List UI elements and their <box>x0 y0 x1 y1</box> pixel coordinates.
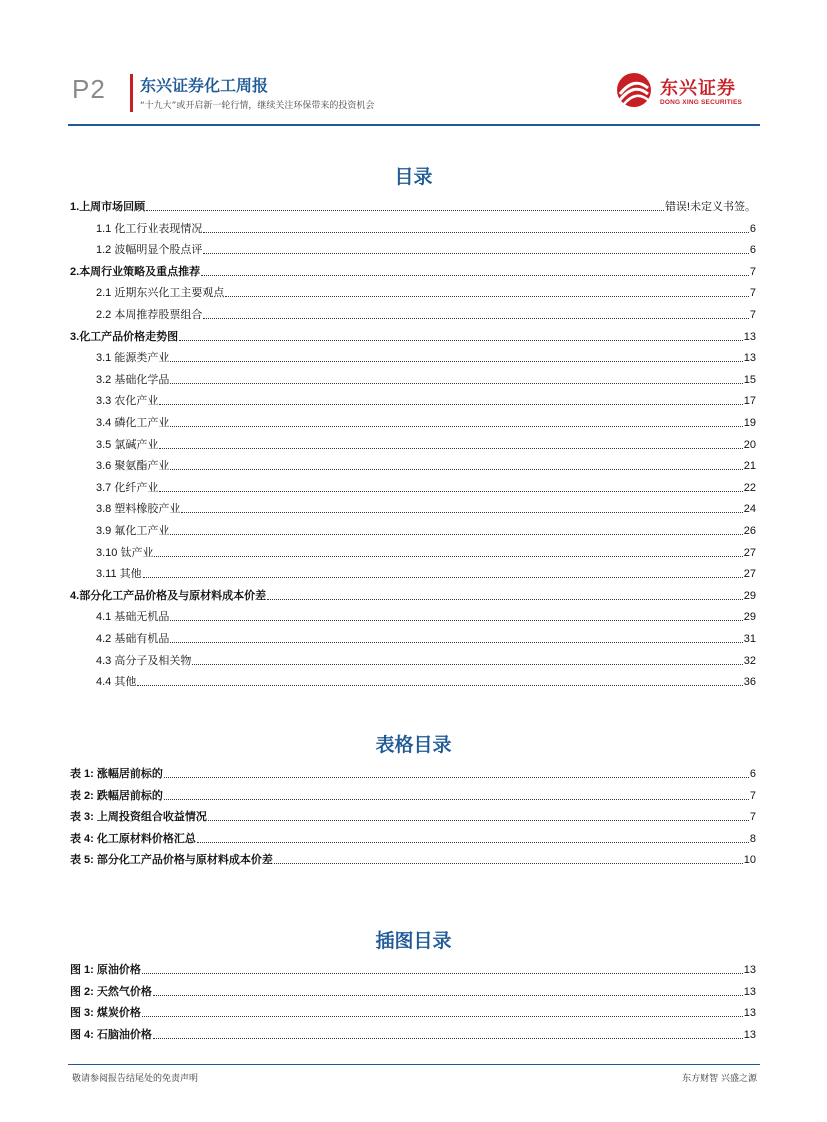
table-toc-entry-label <box>70 832 196 846</box>
toc-entry-text: 基础有机品 <box>114 632 170 645</box>
toc-entry-number: 3.5 <box>96 438 115 451</box>
toc-entry[interactable] <box>70 241 756 257</box>
toc-entry-page: 13 <box>743 330 756 343</box>
table-toc-entry-text: 涨幅居前标的 <box>96 767 163 780</box>
toc-entry-page: 29 <box>743 611 756 624</box>
toc-entry-text: 磷化工产业 <box>114 416 170 429</box>
figure-toc-entry-label <box>70 985 152 999</box>
toc-entry-label <box>96 243 202 257</box>
toc-entry-text: 部分化工产品价格及与原材料成本价差 <box>79 588 267 602</box>
toc-entry-number: 3.3 <box>96 395 115 408</box>
toc-entry-number: 4. <box>70 589 80 602</box>
dot-leader <box>170 468 742 470</box>
figure-toc-entry-number: 图 1: <box>70 964 97 976</box>
toc-entry-text: 钛产业 <box>120 545 154 559</box>
table-toc-entry-text: 上周投资组合收益情况 <box>96 810 207 824</box>
toc-entry-text: 化纤产业 <box>114 480 159 494</box>
table-toc-entry-number: 表 4: <box>70 832 97 845</box>
toc-entry-page: 31 <box>743 633 756 645</box>
toc-entry[interactable] <box>70 371 756 387</box>
toc-entry-page: 32 <box>743 654 756 667</box>
toc-entry-label <box>96 546 153 560</box>
table-toc-entry-number: 表 2: <box>70 789 97 802</box>
table-toc-entry-number: 表 1: <box>70 768 97 780</box>
figure-toc-entry-text: 天然气价格 <box>96 984 152 998</box>
dot-leader <box>170 382 742 384</box>
figure-toc-entry[interactable] <box>70 983 756 999</box>
figure-toc-entry-number: 图 3: <box>70 1007 97 1020</box>
table-toc-entry-page: 10 <box>743 854 756 867</box>
dot-leader <box>203 231 749 233</box>
toc-entry-page: 22 <box>743 481 756 494</box>
toc-entry-text: 基础无机品 <box>114 610 170 624</box>
toc-entry-number: 3.4 <box>96 417 115 429</box>
toc-entry[interactable] <box>70 220 756 236</box>
toc-entry-text: 高分子及相关物 <box>114 653 192 667</box>
footer-disclaimer: 敬请参阅报告结尾处的免责声明 <box>72 1074 199 1084</box>
figure-toc-entry-page: 13 <box>743 1007 756 1020</box>
toc-entry-number: 3.6 <box>96 460 115 473</box>
dot-leader <box>170 360 742 362</box>
toc-entry[interactable] <box>70 263 756 279</box>
toc-entry-page: 15 <box>743 373 756 386</box>
toc-entry-page: 6 <box>749 222 756 235</box>
toc-entry[interactable] <box>70 522 756 538</box>
toc-entry-text: 塑料橡胶产业 <box>114 502 181 516</box>
table-toc-entry[interactable] <box>70 787 756 803</box>
dot-leader <box>192 663 742 665</box>
toc-entry-label <box>70 265 200 279</box>
toc-entry[interactable] <box>70 284 756 300</box>
toc-title: 目录 <box>394 166 433 188</box>
toc-entry-label <box>96 286 224 300</box>
toc-entry-text: 农化产业 <box>114 394 159 408</box>
figure-toc-entry[interactable] <box>70 1004 756 1020</box>
toc-entry-label <box>96 524 169 538</box>
table-toc-entry-page: 7 <box>749 789 756 802</box>
toc-entry[interactable] <box>70 587 756 603</box>
toc-entry-number: 1.1 <box>96 222 115 235</box>
table-toc-entry-label <box>70 810 207 824</box>
dot-leader <box>170 425 742 427</box>
table-toc-entry-page: 8 <box>749 832 756 845</box>
toc-entry-text: 其他 <box>114 675 137 689</box>
report-subtitle: “十九大”或开启新一轮行情，继续关注环保带来的投资机会 <box>140 101 375 111</box>
toc-entry-page: 27 <box>743 546 756 559</box>
table-toc-entry-page: 7 <box>749 811 756 824</box>
toc-entry-label <box>96 610 169 624</box>
toc-entry[interactable] <box>70 349 756 365</box>
dot-leader <box>164 776 749 778</box>
table-toc-entry[interactable] <box>70 808 756 824</box>
toc-entry-text: 氯碱产业 <box>114 437 159 451</box>
toc-entry-text: 化工行业表现情况 <box>114 221 203 235</box>
report-title: 东兴证券化工周报 <box>140 76 269 95</box>
figure-toc-entry-page: 13 <box>743 1028 756 1041</box>
toc-entry-label <box>96 632 169 646</box>
dot-leader <box>142 972 743 974</box>
dot-leader <box>203 252 749 254</box>
toc-entry-label <box>70 330 178 344</box>
toc-entry-text: 其他 <box>119 567 142 581</box>
dot-leader <box>154 555 742 557</box>
toc-entry[interactable] <box>70 500 756 516</box>
table-toc-entry[interactable] <box>70 851 756 867</box>
toc-entry-page: 27 <box>743 568 756 581</box>
dot-leader <box>201 274 749 276</box>
header-rule <box>68 124 760 126</box>
toc-entry-label <box>96 222 202 236</box>
table-toc-entry-label <box>70 789 163 803</box>
toc-entry[interactable] <box>70 414 756 430</box>
page-number: P2 <box>72 74 106 104</box>
toc-entry-page: 错误!未定义书签。 <box>664 201 756 213</box>
toc-entry-number: 3.10 <box>96 546 121 559</box>
toc-entry-text: 氟化工产业 <box>114 524 170 537</box>
footer-slogan: 东方财智 兴盛之源 <box>682 1074 757 1084</box>
toc-entry-number: 4.1 <box>96 611 115 624</box>
table-toc-entry[interactable] <box>70 765 756 781</box>
toc-entry-page: 24 <box>743 503 756 516</box>
toc-entry-text: 基础化学品 <box>114 372 170 386</box>
table-toc-entry-text: 化工原材料价格汇总 <box>96 831 196 845</box>
figure-toc-entry[interactable] <box>70 961 756 977</box>
toc-entry-label <box>96 438 158 452</box>
figures-toc-title: 插图目录 <box>375 930 452 952</box>
table-toc-entry-text: 跌幅居前标的 <box>96 788 163 802</box>
toc-entry[interactable] <box>70 457 756 473</box>
toc-entry-label <box>96 567 142 581</box>
toc-entry[interactable] <box>70 436 756 452</box>
figure-toc-entry-text: 原油价格 <box>96 963 141 976</box>
toc-entry-label <box>96 373 169 387</box>
figure-toc-entry-label <box>70 963 141 977</box>
toc-entry-label <box>96 675 136 689</box>
toc-entry[interactable] <box>70 198 756 214</box>
toc-entry-number: 2.2 <box>96 309 115 321</box>
figure-toc-entry-number: 图 4: <box>70 1028 97 1041</box>
toc-entry-number: 4.3 <box>96 654 115 667</box>
toc-entry-page: 7 <box>749 287 756 300</box>
toc-entry-label <box>96 416 169 430</box>
table-toc-entry[interactable] <box>70 830 756 846</box>
dot-leader <box>153 994 743 996</box>
table-toc-entry-page: 6 <box>749 768 756 780</box>
toc-entry-text: 本周推荐股票组合 <box>114 308 203 321</box>
toc-entry[interactable] <box>70 306 756 322</box>
figure-toc-entry-page: 13 <box>743 985 756 998</box>
toc-entry-number: 3.9 <box>96 525 115 537</box>
dot-leader <box>159 403 742 405</box>
toc-entry-label <box>96 654 191 668</box>
toc-entry-label <box>70 589 266 603</box>
toc-entry-page: 20 <box>743 438 756 451</box>
dot-leader <box>142 1015 743 1017</box>
toc-entry[interactable] <box>70 673 756 689</box>
header-divider <box>130 74 133 112</box>
dot-leader <box>143 576 743 578</box>
toc-entry-page: 19 <box>743 417 756 429</box>
toc-entry[interactable] <box>70 608 756 624</box>
toc-entry-label <box>70 200 145 214</box>
dot-leader <box>137 684 742 686</box>
dot-leader <box>159 447 742 449</box>
figure-toc-entry[interactable] <box>70 1026 756 1042</box>
toc-entry-label <box>96 459 169 473</box>
toc-entry[interactable] <box>70 479 756 495</box>
dot-leader <box>170 641 742 643</box>
toc-entry-text: 近期东兴化工主要观点 <box>114 286 225 300</box>
toc-entry-page: 29 <box>743 589 756 602</box>
dot-leader <box>170 619 742 621</box>
toc-entry-page: 13 <box>743 352 756 365</box>
toc-entry-page: 21 <box>743 460 756 473</box>
dot-leader <box>208 819 749 821</box>
dot-leader <box>203 317 749 319</box>
toc-entry-text: 波幅明显个股点评 <box>114 243 203 257</box>
toc-entry-number: 4.4 <box>96 676 115 689</box>
figure-toc-entry-number: 图 2: <box>70 985 97 998</box>
table-toc-entry-number: 表 5: <box>70 854 97 867</box>
toc-entry-number: 4.2 <box>96 633 115 645</box>
toc-entry-label <box>96 308 202 322</box>
toc-entry[interactable] <box>70 328 756 344</box>
page-header <box>0 0 827 130</box>
toc-entry-number: 1. <box>70 201 80 213</box>
toc-entry-page: 36 <box>743 676 756 689</box>
dot-leader <box>164 798 749 800</box>
toc-entry-number: 3.8 <box>96 503 115 516</box>
figure-toc-entry-text: 煤炭价格 <box>96 1006 141 1020</box>
toc-entry-page: 26 <box>743 525 756 537</box>
toc-entry-label <box>96 394 158 408</box>
figure-toc-entry-page: 13 <box>743 964 756 976</box>
toc-entry-number: 3.1 <box>96 352 115 365</box>
figure-toc-entry-text: 石脑油价格 <box>96 1027 152 1041</box>
dot-leader <box>274 862 743 864</box>
dot-leader <box>267 598 743 600</box>
toc-entry-page: 6 <box>749 244 756 257</box>
figure-toc-entry-label <box>70 1028 152 1042</box>
toc-entry-text: 化工产品价格走势图 <box>79 329 179 343</box>
toc-entry-text: 本周行业策略及重点推荐 <box>79 264 201 278</box>
logo-subtext: DONG XING SECURITIES <box>660 99 743 106</box>
toc-entry-number: 1.2 <box>96 244 115 257</box>
toc-entry-number: 3. <box>70 330 80 343</box>
figure-toc-entry-label <box>70 1006 141 1020</box>
dot-leader <box>153 1037 743 1039</box>
logo-text: 东兴证券 <box>660 78 736 99</box>
table-toc-entry-label <box>70 853 273 867</box>
dot-leader <box>179 339 743 341</box>
dot-leader <box>225 295 749 297</box>
toc-entry[interactable] <box>70 544 756 560</box>
toc-entry-number: 3.11 <box>96 568 120 581</box>
table-toc-entry-text: 部分化工产品价格与原材料成本价差 <box>96 853 273 867</box>
toc-entry[interactable] <box>70 392 756 408</box>
table-toc-entry-label <box>70 767 163 781</box>
toc-entry-page: 7 <box>749 265 756 278</box>
dot-leader <box>146 209 664 211</box>
dot-leader <box>197 841 749 843</box>
toc-entry-number: 2. <box>70 265 80 278</box>
toc-entry-label <box>96 351 169 365</box>
toc-entry-number: 2.1 <box>96 287 115 300</box>
toc-entry-text: 上周市场回顾 <box>79 200 146 213</box>
dot-leader <box>159 490 742 492</box>
toc-entry-text: 能源类产业 <box>114 351 170 365</box>
dot-leader <box>181 511 742 513</box>
toc-entry-label <box>96 481 158 495</box>
toc-entry[interactable] <box>70 565 756 581</box>
toc-entry-page: 7 <box>749 309 756 321</box>
footer-rule <box>68 1064 760 1065</box>
toc-entry-page: 17 <box>743 395 756 408</box>
toc-entry[interactable] <box>70 630 756 646</box>
toc-entry-number: 3.2 <box>96 373 115 386</box>
toc-entry-text: 聚氨酯产业 <box>114 459 170 473</box>
table-toc-entry-number: 表 3: <box>70 811 97 824</box>
toc-entry-label <box>96 502 180 516</box>
toc-entry-number: 3.7 <box>96 481 115 494</box>
tables-toc-title: 表格目录 <box>375 734 452 756</box>
dot-leader <box>170 533 742 535</box>
toc-entry[interactable] <box>70 652 756 668</box>
